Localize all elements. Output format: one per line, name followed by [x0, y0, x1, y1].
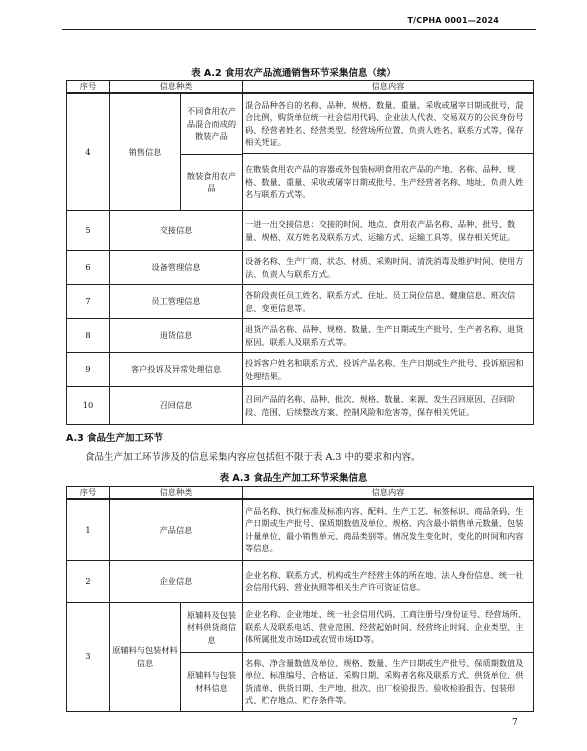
content-cell: 召回产品的名称、品种、批次、规格、数量、来源、发生召回原因、召回阶段、范围、后续整改方案、控制风险和危害等，保存相关凭证。 [243, 387, 534, 425]
category-label: 交接信息 [110, 211, 243, 251]
table-a2 [66, 80, 534, 425]
table-row [67, 499, 534, 560]
column-header-content: 信息内容 [243, 487, 534, 500]
subcategory-label: 原辅料及包装材料供货商信息 [181, 603, 243, 653]
row-number: 7 [67, 285, 110, 319]
row-number: 9 [67, 353, 110, 387]
content-cell: 企业名称、联系方式、机构或生产经营主体的所在地、法人身份信息、统一社会信用代码、营业执照等相关生产许可资证信息。 [243, 560, 534, 602]
category-group-cell [110, 602, 243, 711]
table-row [67, 285, 534, 319]
header-rule [62, 29, 536, 30]
table-a3 [66, 486, 534, 712]
column-header-content: 信息内容 [243, 81, 534, 94]
section-title: A.3 食品生产加工环节 [66, 433, 164, 444]
category-label: 企业信息 [110, 560, 243, 602]
row-number: 10 [67, 387, 110, 425]
page-number: 7 [512, 718, 518, 728]
table-row [67, 560, 534, 602]
table-row [67, 251, 534, 285]
content-cell: 在散装食用农产品的容器或外包装标明食用农产品的产地、名称、品种、规格、数量、重量、采收或屠宰日期或批号、生产经营者名称、地址、负责人姓名与联系方式等。 [243, 154, 534, 211]
column-header-category: 信息种类 [110, 81, 243, 94]
category-label: 召回信息 [110, 387, 243, 425]
content-cell: 各阶段责任员工姓名、联系方式、住址、员工岗位信息、健康信息、班次信息、变更信息等。 [243, 285, 534, 319]
category-group-cell [110, 93, 243, 211]
table-row [67, 602, 534, 652]
table-a2-title: 表 A.2 食用农产品流通销售环节采集信息（续） [191, 68, 396, 79]
content-cell: 产品名称、执行标准及标准内容、配料、生产工艺、标签标识、商品条码、生产日期或生产批号、保质期数值及单位、规格、内含最小销售单元数量、包装计量单位、最小销售单元、商品类别等。情况发生变化时，变化的时间和内容等信息。 [243, 499, 534, 560]
row-number: 3 [67, 602, 110, 711]
content-cell: 投诉客户姓名和联系方式、投诉产品名称、生产日期或生产批号、投诉原因和处理结果。 [243, 353, 534, 387]
table-row [67, 211, 534, 251]
table-row [67, 387, 534, 425]
table-a3-title: 表 A.3 食品生产加工环节采集信息 [219, 473, 368, 484]
table-row [67, 319, 534, 353]
content-cell: 设备名称、生产厂商、状态、材质、采购时间、清洗消毒及维护时间、使用方法、负责人与联系方式。 [243, 251, 534, 285]
table-row [67, 353, 534, 387]
category-label: 客户投诉及异常处理信息 [110, 353, 243, 387]
table-row [67, 93, 534, 154]
content-cell: 退货产品名称、品种、规格、数量、生产日期或生产批号、生产者名称，退货原因、联系人及联系方式等。 [243, 319, 534, 353]
category-label: 退货信息 [110, 319, 243, 353]
content-cell: 一进一出交接信息：交接的时间、地点、食用农产品名称、品种、批号、数量、规格、双方姓名及联系方式、运输方式、运输工具等，保存相关凭证。 [243, 211, 534, 251]
table-header-row [67, 487, 534, 500]
category-label: 产品信息 [110, 499, 243, 560]
row-number: 4 [67, 93, 110, 211]
row-number: 2 [67, 560, 110, 602]
category-group-label: 原辅料与包装材料信息 [110, 603, 181, 711]
category-group-label: 销售信息 [110, 94, 181, 210]
category-label: 设备管理信息 [110, 251, 243, 285]
column-header-category: 信息种类 [110, 487, 243, 500]
subcategory-label: 原辅料与包装材料信息 [186, 670, 237, 693]
subcategory-label: 不同食用农产品混合而成的散装产品 [181, 94, 243, 154]
row-number: 5 [67, 211, 110, 251]
column-header-number: 序号 [67, 487, 110, 500]
document-code: T/CPHA 0001—2024 [407, 16, 499, 25]
content-cell: 名称、净含量数值及单位、规格、数量、生产日期或生产批号、保质期数值及单位、标准编号、合格证、采购日期、采购者名称及联系方式、供货单位、供货清单、供货日期、生产地、批次、出厂检验报告、验收检验报告、包装形式、贮存地点、贮存条件等。 [243, 652, 534, 711]
content-cell: 混合品种各自的名称、品种、规格、数量、重量、采收或屠宰日期或批号，混合比例，购货单位统一社会信用代码、企业法人代表、交易双方的公民身份号码、经营者姓名、经营类型、经营场所位置、负责人姓名、联系方式等，保存相关凭证。 [243, 93, 534, 154]
subcategory-label: 散装食用农产品 [186, 170, 237, 194]
section-body: 食品生产加工环节涉及的信息采集内容应包括但不限于表 A.3 中的要求和内容。 [85, 452, 421, 463]
content-cell: 企业名称、企业地址、统一社会信用代码、工商注册号/身份证号、经营场所、联系人及联系电话、营业范围、经营起始时间、经营终止时间、企业类型、主体所属批发市场ID或农贸市场ID等。 [243, 602, 534, 652]
table-header-row [67, 81, 534, 94]
column-header-number: 序号 [67, 81, 110, 94]
row-number: 6 [67, 251, 110, 285]
row-number: 1 [67, 499, 110, 560]
category-label: 员工管理信息 [110, 285, 243, 319]
row-number: 8 [67, 319, 110, 353]
